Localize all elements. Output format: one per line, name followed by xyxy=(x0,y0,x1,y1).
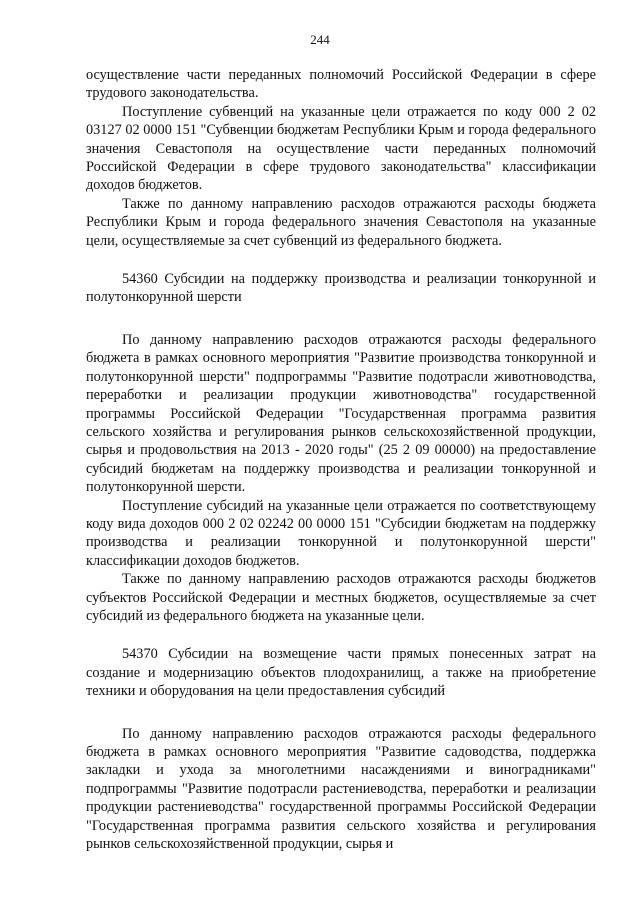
paragraph: Поступление субвенций на указанные цели отражается по коду 000 2 02 03127 02 0000 151 "Субвенции бюджетам Республики Крым и города федерального значения Севастополя на осуществление части переданных полномочий Российской Федерации в сфере трудового законодательства" классификации доходов бюджетов. xyxy=(86,103,596,194)
paragraph: 54370 Субсидии на возмещение части прямых понесенных затрат на создание и модернизацию объектов плодохранилищ, а также на приобретение техники и оборудования на цели предоставления субсидий xyxy=(86,646,596,700)
paragraph-spacer xyxy=(86,250,596,270)
document-body xyxy=(86,66,596,853)
paragraph: Также по данному направлению расходов отражаются расходы бюджетов субъектов Российской Федерации и местных бюджетов, осуществляемые за счет субсидий из федерального бюджета на указанные цели. xyxy=(86,571,596,624)
paragraph: Поступление субсидий на указанные цели отражается по соответствующему коду вида доходов 000 2 02 02242 00 0000 151 "Субсидии бюджетам на поддержку производства и реализации тонкорунной и полутонкорунной шерсти" классификации доходов бюджетов. xyxy=(86,497,596,569)
paragraph-spacer xyxy=(86,701,596,725)
paragraph: осуществление части переданных полномочий Российской Федерации в сфере трудового законодательства. xyxy=(86,67,596,102)
paragraph-spacer xyxy=(86,307,596,331)
paragraph: По данному направлению расходов отражаются расходы федерального бюджета в рамках основного мероприятия "Развитие садоводства, поддержка закладки и ухода за многолетними насаждениями и виноградниками" подпрограммы "Развитие подотрасли растениеводства, переработки и реализации продукции растениеводства" государственной программы Российской Федерации "Государственная программа развития сельского хозяйства и регулирования рынков сельскохозяйственной продукции, сырья и xyxy=(86,725,596,853)
paragraph-spacer xyxy=(86,625,596,645)
paragraph: Также по данному направлению расходов отражаются расходы бюджета Республики Крым и города федерального значения Севастополя на указанные цели, осуществляемые за счет субвенций из федерального бюджета. xyxy=(86,195,596,249)
paragraph: 54360 Субсидии на поддержку производства и реализации тонкорунной и полутонкорунной шерсти xyxy=(86,271,596,306)
page-number: 244 xyxy=(310,32,330,47)
paragraph: По данному направлению расходов отражаются расходы федерального бюджета в рамках основного мероприятия "Развитие производства тонкорунной и полутонкорунной шерсти" подпрограммы "Развитие подотрасли животноводства, переработки и реализации продукции животноводства" государственной программы Российской Федерации "Государственная программа развития сельского хозяйства и регулирования рынков сельскохозяйственной продукции, сырья и продовольствия на 2013 - 2020 годы" (25 2 09 00000) на предоставление субсидий бюджетам на поддержку производства и реализации тонкорунной и полутонкорунной шерсти. xyxy=(86,331,596,496)
